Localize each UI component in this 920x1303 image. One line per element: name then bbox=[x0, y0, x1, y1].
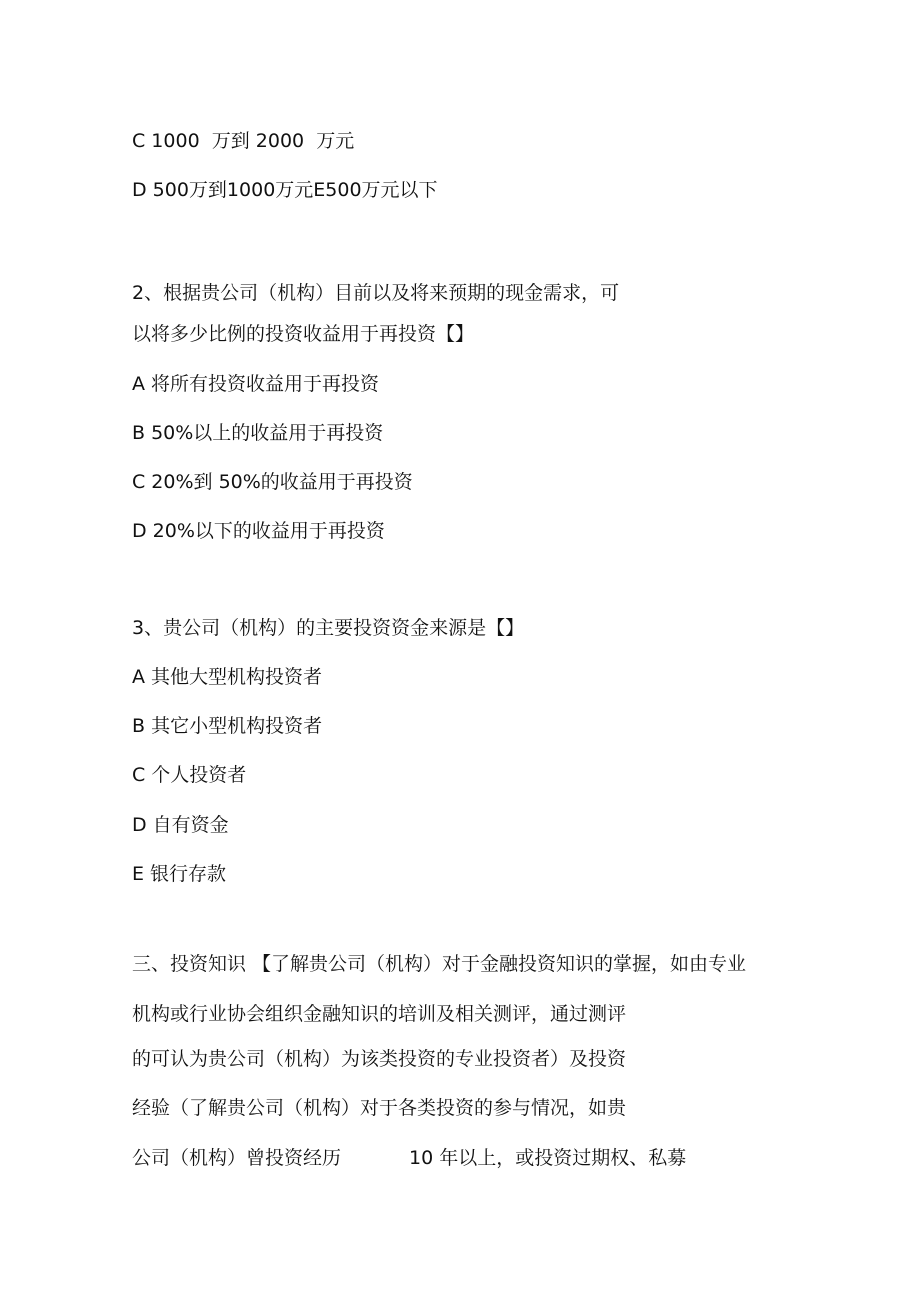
section3-line2: 机构或行业协会组织金融知识的培训及相关测评，通过测评 bbox=[132, 1003, 627, 1025]
q3-option-b: B 其它小型机构投资者 bbox=[132, 715, 323, 737]
section3-line5 bbox=[132, 1146, 686, 1170]
q2-option-c: C 20%到 50%的收益用于再投资 bbox=[132, 471, 413, 493]
section3-line5-left: 公司（机构）曾投资经历 bbox=[132, 1147, 342, 1169]
q1-option-d: D 500万到1000万元E500万元以下 bbox=[132, 179, 438, 201]
q2-option-a: A 将所有投资收益用于再投资 bbox=[132, 373, 380, 395]
q3-option-c: C 个人投资者 bbox=[132, 764, 247, 786]
section3-line1: 三、投资知识 【了解贵公司（机构）对于金融投资知识的掌握，如由专业 bbox=[132, 953, 747, 975]
q3-option-a: A 其他大型机构投资者 bbox=[132, 666, 323, 688]
q2-prompt-line1: 2、根据贵公司（机构）目前以及将来预期的现金需求，可 bbox=[132, 282, 620, 304]
q2-option-b: B 50%以上的收益用于再投资 bbox=[132, 422, 384, 444]
section3-line4: 经验（了解贵公司（机构）对于各类投资的参与情况，如贵 bbox=[132, 1097, 627, 1119]
q2-prompt-line2: 以将多少比例的投资收益用于再投资【】 bbox=[132, 323, 475, 345]
q3-option-d: D 自有资金 bbox=[132, 814, 229, 836]
q3-option-e: E 银行存款 bbox=[132, 863, 227, 885]
q2-option-d: D 20%以下的收益用于再投资 bbox=[132, 520, 385, 542]
q1-option-c: C 1000 万到 2000 万元 bbox=[132, 130, 355, 152]
q3-prompt: 3、贵公司（机构）的主要投资资金来源是【】 bbox=[132, 617, 525, 639]
section3-line3: 的可认为贵公司（机构）为该类投资的专业投资者）及投资 bbox=[132, 1048, 627, 1070]
section3-line5-right: 10 年以上，或投资过期权、私募 bbox=[409, 1147, 687, 1169]
